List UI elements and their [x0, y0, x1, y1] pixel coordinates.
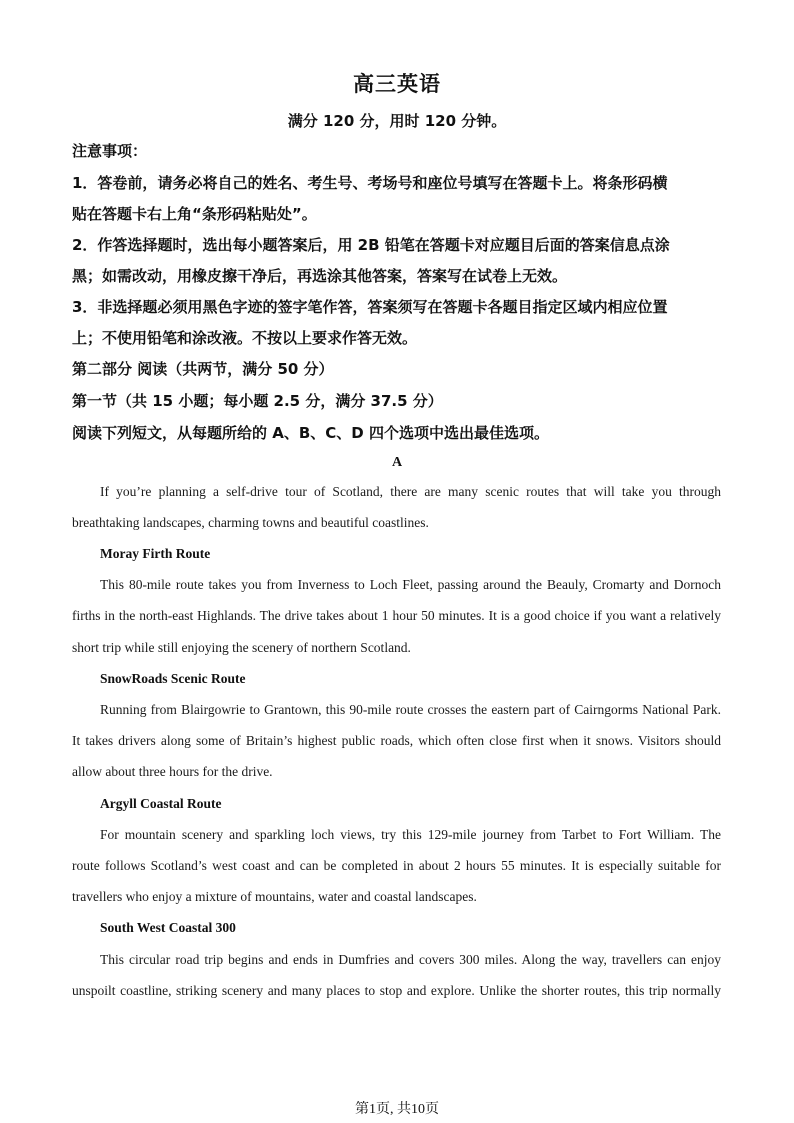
- notice-heading: 注意事项：: [72, 142, 148, 160]
- notice-line: 黑；如需改动，用橡皮擦干净后，再选涂其他答案，答案写在试卷上无效。: [72, 267, 568, 285]
- route-text-line: route follows Scotland’s west coast and can be completed in about 2 hours 55 minutes. It is especially suitable for: [72, 858, 721, 873]
- route-heading: Moray Firth Route: [100, 546, 211, 561]
- passage-intro-line: breathtaking landscapes, charming towns and beautiful coastlines.: [72, 515, 429, 530]
- route-text-line: allow about three hours for the drive.: [72, 764, 273, 779]
- section-heading: 第一节（共 15 小题；每小题 2.5 分，满分 37.5 分）: [72, 392, 443, 410]
- notice-line: 上；不使用铅笔和涂改液。不按以上要求作答无效。: [72, 329, 418, 347]
- passage-letter: A: [391, 455, 403, 470]
- score-time-note: 满分 120 分，用时 120 分钟。: [287, 112, 507, 130]
- route-heading: South West Coastal 300: [100, 920, 236, 935]
- page-number: 第1页, 共10页: [355, 1102, 439, 1117]
- route-text-line: short trip while still enjoying the scenery of northern Scotland.: [72, 640, 411, 655]
- route-text-line: travellers who enjoy a mixture of mountains, water and coastal landscapes.: [72, 889, 477, 904]
- notice-line: 2．作答选择题时，选出每小题答案后，用 2B 铅笔在答题卡对应题目后面的答案信息点涂: [72, 236, 670, 254]
- notice-line: 1．答卷前，请务必将自己的姓名、考生号、考场号和座位号填写在答题卡上。将条形码横: [72, 174, 668, 192]
- route-heading: SnowRoads Scenic Route: [100, 671, 246, 686]
- route-text-line: This circular road trip begins and ends in Dumfries and covers 300 miles. Along the way, travellers can enjoy: [100, 952, 721, 967]
- part-heading: 第二部分 阅读（共两节，满分 50 分）: [72, 360, 334, 378]
- route-text-line: This 80-mile route takes you from Inverness to Loch Fleet, passing around the Beauly, Cromarty and Dornoch: [100, 577, 721, 592]
- route-text-line: unspoilt coastline, striking scenery and many places to stop and explore. Unlike the shorter routes, this trip normally: [72, 983, 721, 998]
- route-heading: Argyll Coastal Route: [100, 796, 222, 811]
- passage-intro-line: If you’re planning a self-drive tour of Scotland, there are many scenic routes that will take you through: [100, 484, 721, 499]
- route-text-line: It takes drivers along some of Britain’s highest public roads, which often close first when it snows. Visitors should: [72, 733, 721, 748]
- notice-line: 贴在答题卡右上角“条形码粘贴处”。: [72, 205, 317, 223]
- route-text-line: firths in the north-east Highlands. The drive takes about 1 hour 50 minutes. It is a good choice if you want a relatively: [72, 608, 721, 623]
- reading-instruction: 阅读下列短文，从每题所给的 A、B、C、D 四个选项中选出最佳选项。: [72, 424, 549, 442]
- route-text-line: For mountain scenery and sparkling loch views, try this 129-mile journey from Tarbet to Fort William. The: [100, 827, 721, 842]
- page-title: 高三英语: [353, 71, 441, 96]
- route-text-line: Running from Blairgowrie to Grantown, this 90-mile route crosses the eastern part of Cairngorms National Park.: [100, 702, 721, 717]
- notice-line: 3．非选择题必须用黑色字迹的签字笔作答，答案须写在答题卡各题目指定区域内相应位置: [72, 298, 668, 316]
